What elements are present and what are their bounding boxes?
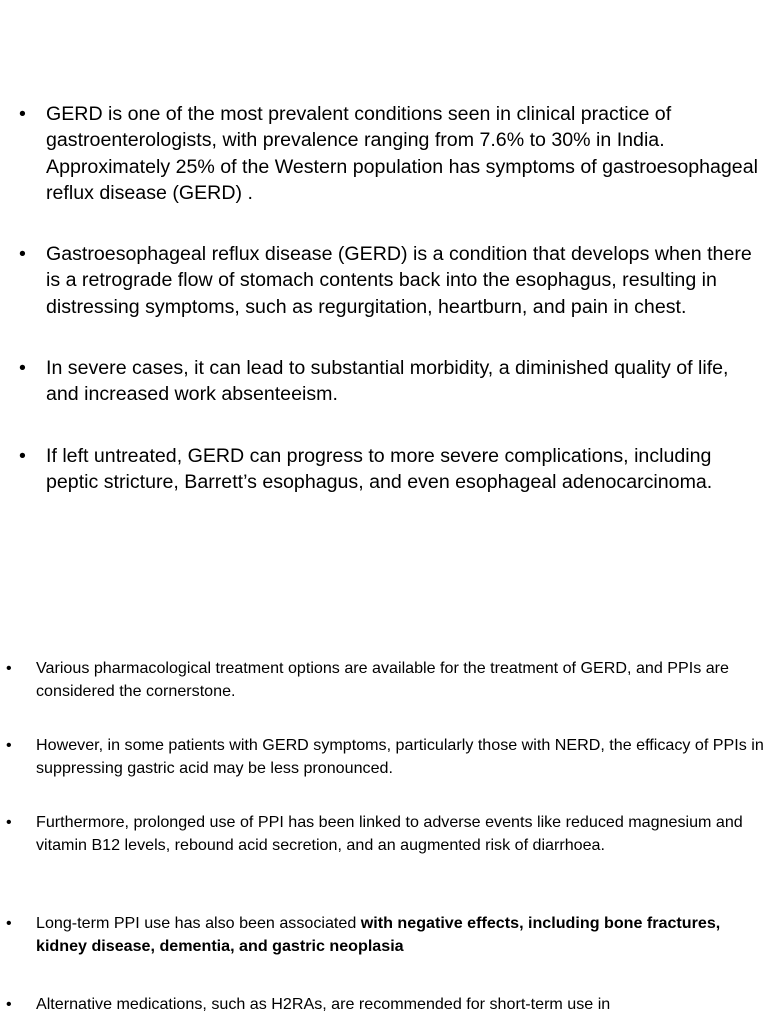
list-item-text-emphasis: with negative effects, including bone fractures, kidney disease, dementia, and gastric neoplasia [36,914,721,956]
bullet-marker: • [6,914,12,932]
bullet-marker: • [6,736,12,754]
list-item-text: However, in some patients with GERD symptoms, particularly those with NERD, the efficacy of PPIs in suppressing gastric acid may be less pronounced. [36,736,764,778]
list-item [0,443,768,496]
list-item [0,101,768,206]
list-item-text: If left untreated, GERD can progress to more severe complications, including peptic stricture, Barrett’s esophagus, and even esophageal adenocarcinoma. [46,445,713,494]
bullet-marker: • [6,813,12,831]
list-item-text: Various pharmacological treatment options are available for the treatment of GERD, and PPIs are considered the cornerstone. [36,659,729,701]
bullet-marker: • [6,995,12,1013]
list-item [0,657,768,703]
list-item-text: Alternative medications, such as H2RAs, are recommended for short-term use in [36,995,611,1013]
bullet-marker: • [19,103,26,125]
lower-bullet-list [0,600,768,1024]
list-item-text [36,912,764,958]
list-item-text: Furthermore, prolonged use of PPI has been linked to adverse events like reduced magnesium and vitamin B12 levels, rebound acid secretion, and an augmented risk of diarrhoea. [36,813,743,855]
bullet-marker: • [6,659,12,677]
list-item-text: In severe cases, it can lead to substantial morbidity, a diminished quality of life, and increased work absenteeism. [46,357,729,406]
bullet-marker: • [19,357,26,379]
bullet-marker: • [19,445,26,467]
list-item-text: Gastroesophageal reflux disease (GERD) is a condition that develops when there is a retrograde flow of stomach contents back into the esophagus, resulting in distressing symptoms, such as regurgitation, heartburn, and pain in chest. [46,243,752,318]
bullet-marker: • [19,243,26,265]
list-item [0,734,768,780]
list-item [0,811,768,857]
list-item-text: GERD is one of the most prevalent conditions seen in clinical practice of gastroenterologists, with prevalence ranging from 7.6% to 30% in India. Approximately 25% of the Western population has symptoms of gastroesophageal reflux disease (GERD) . [46,103,758,204]
list-item [0,993,768,1016]
list-item [0,241,768,320]
list-item [0,912,768,958]
list-item [0,355,768,408]
list-item-text-plain: Long-term PPI use has also been associated [36,914,361,932]
